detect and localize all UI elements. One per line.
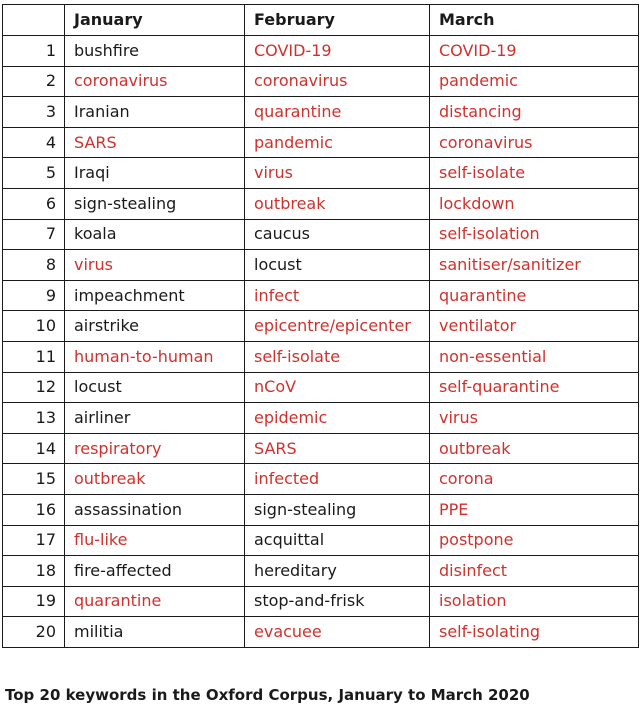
rank-cell: 20	[3, 617, 65, 648]
march-cell: self-quarantine	[430, 372, 639, 403]
march-cell: disinfect	[430, 556, 639, 587]
february-cell: hereditary	[245, 556, 430, 587]
february-column-header: February	[245, 5, 430, 36]
february-cell: caucus	[245, 219, 430, 250]
table-row	[3, 36, 639, 67]
rank-cell: 7	[3, 219, 65, 250]
march-cell: self-isolating	[430, 617, 639, 648]
march-cell: quarantine	[430, 280, 639, 311]
march-cell: isolation	[430, 586, 639, 617]
rank-cell: 13	[3, 403, 65, 434]
table-row	[3, 372, 639, 403]
january-cell: sign-stealing	[65, 188, 245, 219]
january-cell: SARS	[65, 127, 245, 158]
february-cell: epidemic	[245, 403, 430, 434]
february-cell: infect	[245, 280, 430, 311]
march-cell: non-essential	[430, 341, 639, 372]
february-cell: nCoV	[245, 372, 430, 403]
rank-cell: 8	[3, 250, 65, 281]
table-row	[3, 403, 639, 434]
january-cell: human-to-human	[65, 341, 245, 372]
january-cell: locust	[65, 372, 245, 403]
february-cell: stop-and-frisk	[245, 586, 430, 617]
march-cell: ventilator	[430, 311, 639, 342]
march-cell: pandemic	[430, 66, 639, 97]
rank-cell: 6	[3, 188, 65, 219]
table-row	[3, 311, 639, 342]
table-row	[3, 525, 639, 556]
table-row	[3, 250, 639, 281]
march-cell: coronavirus	[430, 127, 639, 158]
table-row	[3, 341, 639, 372]
rank-cell: 2	[3, 66, 65, 97]
rank-cell: 4	[3, 127, 65, 158]
january-cell: impeachment	[65, 280, 245, 311]
table-row	[3, 586, 639, 617]
january-cell: respiratory	[65, 433, 245, 464]
march-cell: virus	[430, 403, 639, 434]
keywords-table	[2, 4, 639, 648]
march-column-header: March	[430, 5, 639, 36]
february-cell: coronavirus	[245, 66, 430, 97]
rank-cell: 12	[3, 372, 65, 403]
table-caption: Top 20 keywords in the Oxford Corpus, January to March 2020	[5, 686, 530, 704]
march-cell: outbreak	[430, 433, 639, 464]
february-cell: outbreak	[245, 188, 430, 219]
table-row	[3, 464, 639, 495]
january-cell: virus	[65, 250, 245, 281]
rank-cell: 11	[3, 341, 65, 372]
february-cell: acquittal	[245, 525, 430, 556]
january-cell: fire-affected	[65, 556, 245, 587]
rank-column-header	[3, 5, 65, 36]
january-cell: Iraqi	[65, 158, 245, 189]
rank-cell: 1	[3, 36, 65, 67]
january-cell: flu-like	[65, 525, 245, 556]
rank-cell: 14	[3, 433, 65, 464]
february-cell: epicentre/epicenter	[245, 311, 430, 342]
rank-cell: 18	[3, 556, 65, 587]
rank-cell: 10	[3, 311, 65, 342]
january-cell: quarantine	[65, 586, 245, 617]
february-cell: infected	[245, 464, 430, 495]
january-cell: koala	[65, 219, 245, 250]
february-cell: sign-stealing	[245, 494, 430, 525]
january-column-header: January	[65, 5, 245, 36]
january-cell: assassination	[65, 494, 245, 525]
march-cell: distancing	[430, 97, 639, 128]
header-row	[3, 5, 639, 36]
rank-cell: 17	[3, 525, 65, 556]
february-cell: locust	[245, 250, 430, 281]
table-row	[3, 127, 639, 158]
table-row	[3, 158, 639, 189]
table-row	[3, 219, 639, 250]
february-cell: COVID-19	[245, 36, 430, 67]
table-header	[3, 5, 639, 36]
february-cell: self-isolate	[245, 341, 430, 372]
table-row	[3, 188, 639, 219]
february-cell: pandemic	[245, 127, 430, 158]
february-cell: virus	[245, 158, 430, 189]
march-cell: PPE	[430, 494, 639, 525]
table-row	[3, 617, 639, 648]
january-cell: airstrike	[65, 311, 245, 342]
table-row	[3, 280, 639, 311]
rank-cell: 9	[3, 280, 65, 311]
march-cell: corona	[430, 464, 639, 495]
rank-cell: 3	[3, 97, 65, 128]
table-row	[3, 66, 639, 97]
january-cell: militia	[65, 617, 245, 648]
rank-cell: 5	[3, 158, 65, 189]
march-cell: self-isolation	[430, 219, 639, 250]
february-cell: SARS	[245, 433, 430, 464]
march-cell: COVID-19	[430, 36, 639, 67]
february-cell: evacuee	[245, 617, 430, 648]
january-cell: bushfire	[65, 36, 245, 67]
march-cell: postpone	[430, 525, 639, 556]
table-body	[3, 36, 639, 648]
table-row	[3, 494, 639, 525]
table-row	[3, 97, 639, 128]
march-cell: lockdown	[430, 188, 639, 219]
march-cell: sanitiser/sanitizer	[430, 250, 639, 281]
rank-cell: 16	[3, 494, 65, 525]
january-cell: coronavirus	[65, 66, 245, 97]
march-cell: self-isolate	[430, 158, 639, 189]
rank-cell: 19	[3, 586, 65, 617]
january-cell: Iranian	[65, 97, 245, 128]
january-cell: airliner	[65, 403, 245, 434]
rank-cell: 15	[3, 464, 65, 495]
table-row	[3, 556, 639, 587]
january-cell: outbreak	[65, 464, 245, 495]
table-row	[3, 433, 639, 464]
february-cell: quarantine	[245, 97, 430, 128]
